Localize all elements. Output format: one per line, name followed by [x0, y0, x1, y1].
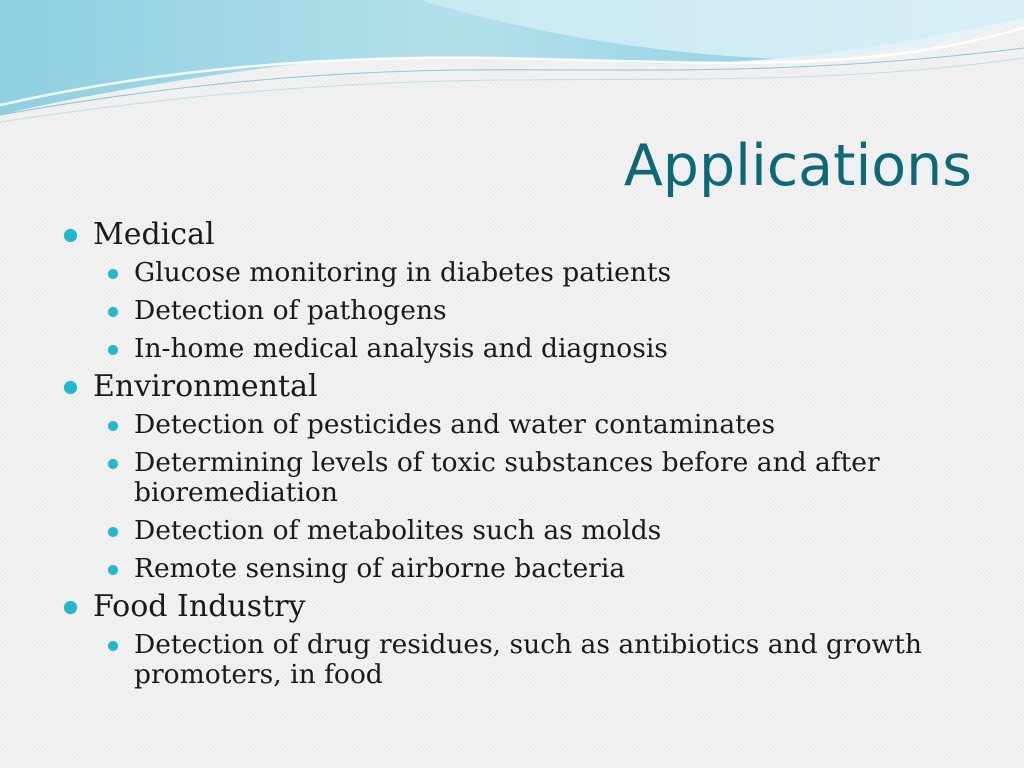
- section-medical: [0, 216, 1024, 254]
- list-item-text: Detection of pesticides and water contaminates: [134, 409, 776, 440]
- slide-title: Applications: [623, 133, 972, 199]
- bullet-icon: [108, 565, 118, 575]
- list-item: [0, 512, 934, 550]
- bullet-icon: [64, 381, 77, 394]
- bullet-icon: [108, 641, 118, 651]
- section-environmental: [0, 368, 1024, 406]
- bullet-icon: [108, 527, 118, 537]
- list-item: [0, 292, 934, 330]
- section-heading: Medical: [93, 217, 215, 252]
- list-item-text: Detection of drug residues, such as antibiotics and growth promoters, in food: [134, 629, 922, 690]
- list-item: [0, 330, 934, 368]
- section-food-industry: [0, 588, 1024, 626]
- list-item-text: Detection of pathogens: [134, 295, 447, 326]
- bullet-icon: [64, 601, 77, 614]
- bullet-icon: [108, 269, 118, 279]
- list-item-text: In-home medical analysis and diagnosis: [134, 333, 668, 364]
- list-item-text: Determining levels of toxic substances before and after bioremediation: [134, 447, 880, 508]
- list-item: [0, 254, 934, 292]
- section-heading: Food Industry: [93, 589, 306, 624]
- bullet-icon: [108, 307, 118, 317]
- list-item-text: Remote sensing of airborne bacteria: [134, 553, 626, 584]
- list-item: [0, 444, 934, 512]
- header-wave-decoration: [0, 0, 1024, 130]
- list-item-text: Glucose monitoring in diabetes patients: [134, 257, 672, 288]
- bullet-icon: [108, 459, 118, 469]
- bullet-icon: [64, 229, 77, 242]
- bullet-icon: [108, 345, 118, 355]
- list-item: [0, 406, 934, 444]
- bullet-list: [0, 216, 1024, 694]
- list-item-text: Detection of metabolites such as molds: [134, 515, 662, 546]
- section-heading: Environmental: [93, 369, 318, 404]
- list-item: [0, 626, 934, 694]
- list-item: [0, 550, 934, 588]
- bullet-icon: [108, 421, 118, 431]
